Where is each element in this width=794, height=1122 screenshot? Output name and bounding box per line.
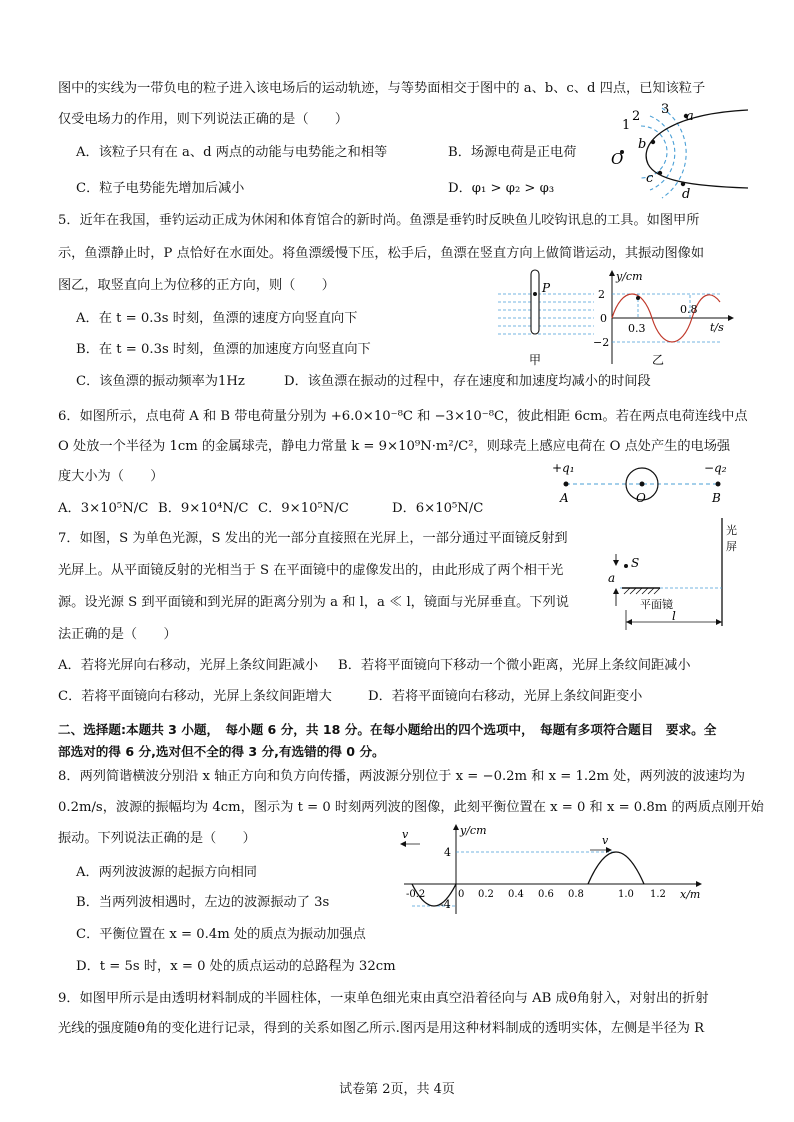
q4-stem-line1: 图中的实线为一带负电的粒子进入该电场后的运动轨迹，与等势面相交于图中的 a、b、c、d 四点，已知该粒子 (58, 81, 706, 96)
q5-stem-line2: 示，鱼漂静止时，P 点恰好在水面处。将鱼漂缓慢下压，松手后，鱼漂在竖直方向上做简谐运动，其振动图像如 (58, 246, 705, 261)
q7-option-d: D．若将平面镜向右移动，光屏上条纹间距变小 (368, 689, 643, 704)
page-footer: 试卷第 2页，共 4页 (339, 1082, 455, 1097)
svg-text:v: v (402, 828, 409, 841)
svg-text:v: v (602, 834, 609, 847)
q8-option-a: A．两列波波源的起振方向相同 (76, 865, 257, 880)
svg-text:0: 0 (458, 889, 465, 900)
section2-heading-line2: 部选对的得 6 分,选对但不全的得 3 分,有选错的得 0 分。 (58, 744, 385, 759)
label-2: 2 (632, 109, 641, 124)
q7-stem-line4: 法正确的是（ ） (58, 627, 177, 642)
svg-text:l: l (672, 609, 676, 623)
q7-mirror-figure (598, 514, 748, 636)
svg-text:0.8: 0.8 (680, 303, 698, 316)
q6-option-b: B．9×10⁴N/C (158, 501, 249, 516)
q5-option-a: A．在 t = 0.3s 时刻，鱼漂的速度方向竖直向下 (76, 311, 358, 326)
q6-stem-line2: O 处放一个半径为 1cm 的金属球壳，静电力常量 k = 9×10⁹N·m²/C²，则球壳上感应电荷在 O 点处产生的电场强 (58, 439, 731, 454)
label-yi: 乙 (652, 353, 665, 367)
q7-option-a: A．若将光屏向右移动，光屏上条纹间距减小 (58, 658, 319, 673)
svg-text:4: 4 (444, 846, 451, 859)
x-axis-label: x/m (680, 888, 701, 901)
q5-stem-line1: 5．近年在我国，垂钓运动正成为休闲和体育馆合的新时尚。鱼漂是垂钓时反映鱼儿咬钩讯息的工具。如图甲所 (58, 213, 700, 228)
q6-option-d: D．6×10⁵N/C (392, 501, 484, 516)
label-1: 1 (622, 118, 631, 133)
equipotential-line-1 (641, 126, 667, 178)
q7-option-b: B．若将平面镜向下移动一个微小距离，光屏上条纹间距减小 (338, 658, 691, 673)
label-d: d (682, 187, 691, 200)
q8-wave-figure (396, 822, 708, 914)
q5-option-c: C．该鱼漂的振动频率为1Hz (76, 374, 245, 389)
label-c: c (646, 171, 654, 186)
q7-stem-line1: 7．如图，S 为单色光源，S 发出的光一部分直接照在光屏上，一部分通过平面镜反射到 (58, 531, 568, 546)
q4-equipotential-figure (608, 102, 754, 200)
svg-text:0.2: 0.2 (478, 889, 494, 900)
svg-text:0.8: 0.8 (568, 889, 584, 900)
svg-text:屏: 屏 (726, 540, 737, 553)
q6-option-a: A．3×10⁵N/C (58, 501, 149, 516)
svg-text:a: a (608, 571, 616, 585)
svg-text:2: 2 (598, 288, 605, 301)
svg-text:−q₂: −q₂ (704, 461, 727, 475)
svg-text:1.0: 1.0 (618, 889, 634, 900)
svg-text:0.4: 0.4 (508, 889, 524, 900)
q5-stem-line3: 图乙，取竖直向上为位移的正方向，则（ ） (58, 278, 335, 293)
q9-stem-line2: 光线的强度随θ角的变化进行记录，得到的关系如图乙所示.图丙是用这种材料制成的透明实体，左侧是半径为 R (58, 1021, 705, 1036)
q4-option-b: B．场源电荷是正电荷 (448, 145, 577, 160)
q7-stem-line2: 光屏上。从平面镜反射的光相当于 S 在平面镜中的虚像发出的，由此形成了两个相干光 (58, 563, 564, 578)
particle-trajectory (646, 110, 748, 188)
q5-option-b: B．在 t = 0.3s 时刻，鱼漂的加速度方向竖直向下 (76, 342, 371, 357)
label-jia: 甲 (529, 353, 542, 367)
q4-option-c: C．粒子电势能先增加后减小 (76, 181, 245, 196)
q5-option-d: D．该鱼漂在振动的过程中，存在速度和加速度均减小的时间段 (284, 374, 651, 389)
q6-stem-line1: 6．如图所示，点电荷 A 和 B 带电荷量分别为 +6.0×10⁻⁸C 和 −3×10⁻⁸C，彼此相距 6cm。若在两点电荷连线中点 (58, 409, 748, 424)
q8-stem-line1: 8．两列简谐横波分别沿 x 轴正方向和负方向传播，两波源分别位于 x = −0.2m 和 x = 1.2m 处，两列波的波速均为 (58, 769, 746, 784)
q8-option-b: B．当两列波相遇时，左边的波源振动了 3s (76, 895, 330, 910)
q8-option-c: C．平衡位置在 x = 0.4m 处的质点为振动加强点 (76, 927, 366, 942)
label-p: P (542, 281, 551, 295)
svg-text:O: O (636, 491, 646, 505)
svg-text:B: B (712, 491, 721, 505)
label-o: O (611, 150, 624, 168)
q9-stem-line1: 9．如图甲所示是由透明材料制成的半圆柱体，一束单色细光束由真空沿着径向与 AB 成θ角射入，对射出的折射 (58, 991, 709, 1006)
q6-option-c: C．9×10⁵N/C (258, 501, 349, 516)
light-source-s (624, 564, 628, 568)
svg-text:−2: −2 (593, 336, 610, 349)
svg-text:0: 0 (600, 312, 607, 325)
q6-stem-line3: 度大小为（ ） (58, 469, 164, 484)
y-axis-label: y/cm (616, 270, 643, 283)
svg-text:-4: -4 (440, 898, 451, 911)
q7-stem-line3: 源。设光源 S 到平面镜和到光屏的距离分别为 a 和 l，a ≪ l，镜面与光屏垂直。下列说 (58, 595, 569, 610)
q5-figure-yi-graph (590, 268, 736, 372)
svg-text:光: 光 (726, 524, 737, 537)
svg-text:平面镜: 平面镜 (640, 598, 673, 611)
label-a: a (686, 109, 694, 124)
section2-heading-line1: 二、选择题:本题共 3 小题， 每小题 6 分，共 18 分。在每小题给出的四个选项中， 每题有多项符合题目 要求。全 (58, 722, 717, 737)
svg-text:1.2: 1.2 (650, 889, 666, 900)
label-b: b (638, 137, 647, 152)
svg-text:0.6: 0.6 (538, 889, 554, 900)
label-3: 3 (661, 102, 670, 117)
svg-text:0.3: 0.3 (628, 322, 646, 335)
x-axis-label: t/s (710, 321, 724, 334)
q8-option-d: D．t = 5s 时，x = 0 处的质点运动的总路程为 32cm (76, 959, 396, 974)
svg-text:-0.2: -0.2 (406, 889, 426, 900)
q4-option-a: A．该粒子只有在 a、d 两点的动能与电势能之和相等 (76, 145, 388, 160)
q8-stem-line2: 0.2m/s，波源的振幅均为 4cm，图示为 t = 0 时刻两列波的图像，此刻平衡位置在 x = 0 和 x = 0.8m 的两质点刚开始 (58, 800, 764, 815)
svg-text:S: S (631, 556, 640, 570)
svg-text:A: A (560, 491, 569, 505)
q8-stem-line3: 振动。下列说法正确的是（ ） (58, 831, 256, 846)
y-axis-label: y/cm (460, 824, 487, 837)
q5-figure-jia (496, 266, 596, 370)
fishing-float (531, 270, 539, 334)
q4-option-d: D．φ₁ > φ₂ > φ₃ (448, 181, 555, 196)
q7-option-c: C．若将平面镜向右移动，光屏上条纹间距增大 (58, 689, 332, 704)
right-wave (588, 852, 644, 884)
q4-stem-line2: 仅受电场力的作用，则下列说法正确的是（ ） (58, 112, 349, 127)
q6-charges-figure (546, 458, 742, 506)
svg-text:+q₁: +q₁ (552, 461, 575, 475)
